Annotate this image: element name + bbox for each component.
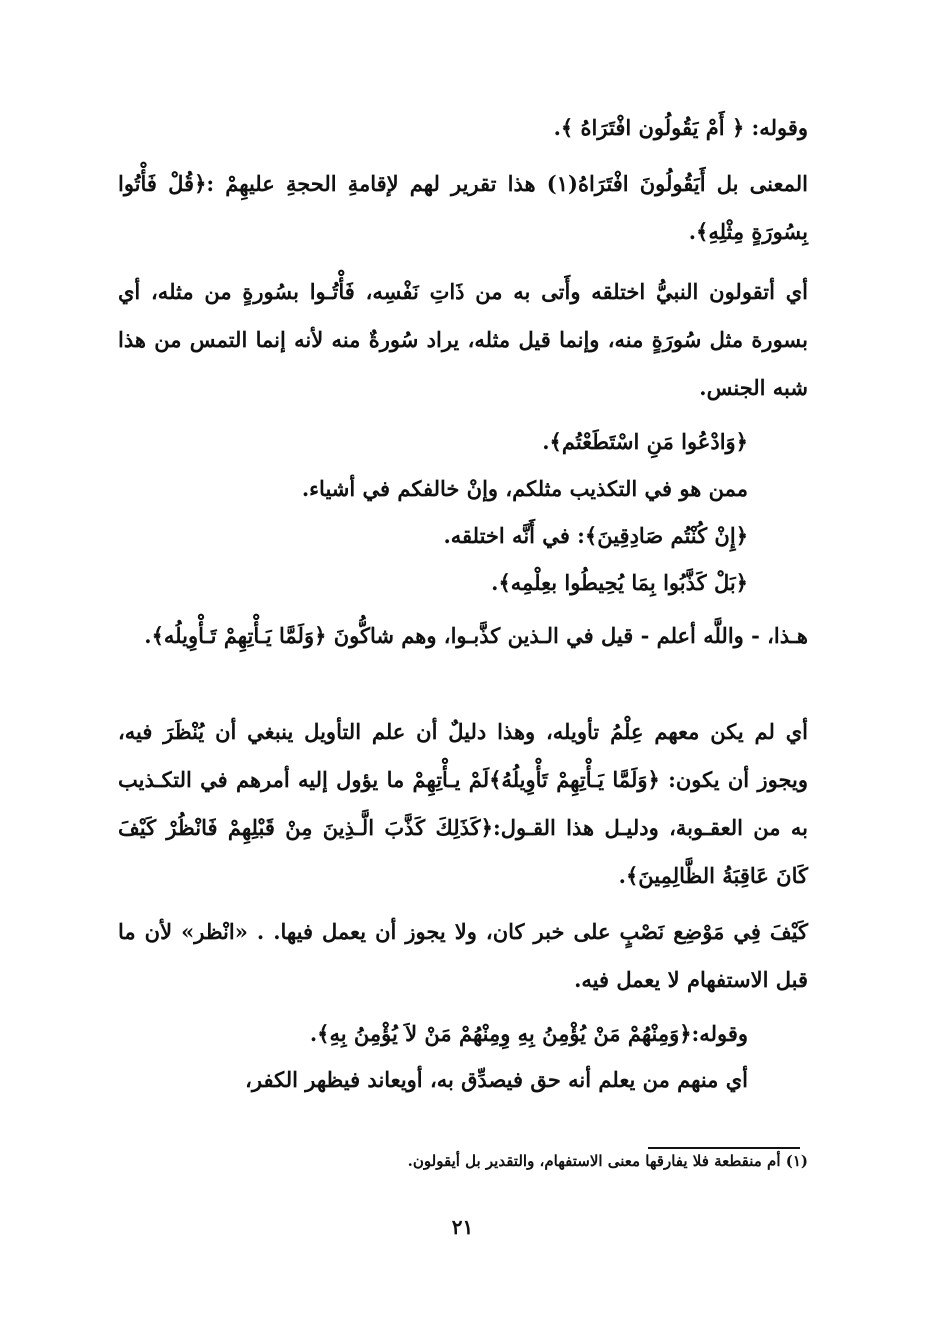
paragraph-12: أي منهم من يعلم أنه حق فيصدِّق به، أويعاند فيظهر الكفر، — [245, 1067, 748, 1092]
paragraph-3: أي أتقولون النبيُّ اختلقه وأَتى به من ذَاتِ نَفْسِه، فَأْتُـوا بسُورةٍ من مثله، أي بسورة مثل سُورَةٍ منه، وإنما قيل مثله، يراد سُورةٌ منه لأنه إنما التمس من هذا شبه الجنس. — [118, 279, 808, 400]
paragraph-9: أي لم يكن معهم عِلْمُ تأويله، وهذا دليلٌ أن علم التأويل ينبغي أن يُنْظَرَ فيه، ويجوز أن يكون: ﴿وَلَمَّا يَـأْتِهِمْ تَأْوِيلُهُ﴾لَمْ يـأْتِهِمْ ما يؤول إليه أمرهم في التكـذيب به من العقـوبة، ودليـل هذا القـول:﴿كَذَلِكَ كَذَّبَ الَّـذِينَ مِنْ قَبْلِهِمْ فَانْظُرْ كَيْفَ كَانَ عَاقِبَةُ الظَّالِمِينَ﴾. — [118, 719, 808, 888]
paragraph-1: وقوله: ﴿ أَمْ يَقُولُون افْتَرَاهُ ﴾. — [553, 115, 808, 140]
paragraph-10: كَيْفَ فِي مَوْضِع نَصْبٍ على خبر كان، ولا يجوز أن يعمل فيها. . «انْظر» لأن ما قبل الاستفهام لا يعمل فيه. — [118, 919, 808, 992]
paragraph-11: وقوله:﴿وَمِنْهُمْ مَنْ يُؤْمِنُ بِهِ وِمِنْهُمْ مَنْ لاَ يُؤْمِنُ بِهِ﴾. — [309, 1021, 748, 1046]
paragraph-7: ﴿بَلْ كَذَّبُوا بِمَا يُحِيطُوا بعِلْمِه﴾. — [491, 570, 748, 595]
paragraph-8: هـذا، - واللَّه أعلم - قيل في الـذين كذَّبـوا، وهم شاكُّونَ ﴿وَلَمَّا يَـأْتِهِمْ تَـأْوِيلُه﴾. — [144, 623, 808, 648]
paragraph-6: ﴿إِنْ كُنْتُم صَادِقِينَ﴾: في أَنَّه اختلقه. — [443, 523, 748, 548]
paragraph-2: المعنى بل أَيَقُولُونَ افْتَرَاهُ(١) هذا تقرير لهم لإقامةِ الحجةِ عليهِمْ :﴿قُلْ فَأْتُوا بِسُورَةٍ مِثْلِهِ﴾. — [118, 171, 809, 244]
footnote: (١) أم منقطعة فلا يفارقها معنى الاستفهام، والتقدير بل أيقولون. — [407, 1152, 808, 1170]
paragraph-5: ممن هو في التكذيب مثلكم، وإنْ خالفكم في أشياء. — [301, 476, 748, 501]
page-number: ٢١ — [451, 1215, 474, 1239]
paragraph-4: ﴿وَادْعُوا مَنِ اسْتَطَعْتُم﴾. — [542, 429, 748, 454]
